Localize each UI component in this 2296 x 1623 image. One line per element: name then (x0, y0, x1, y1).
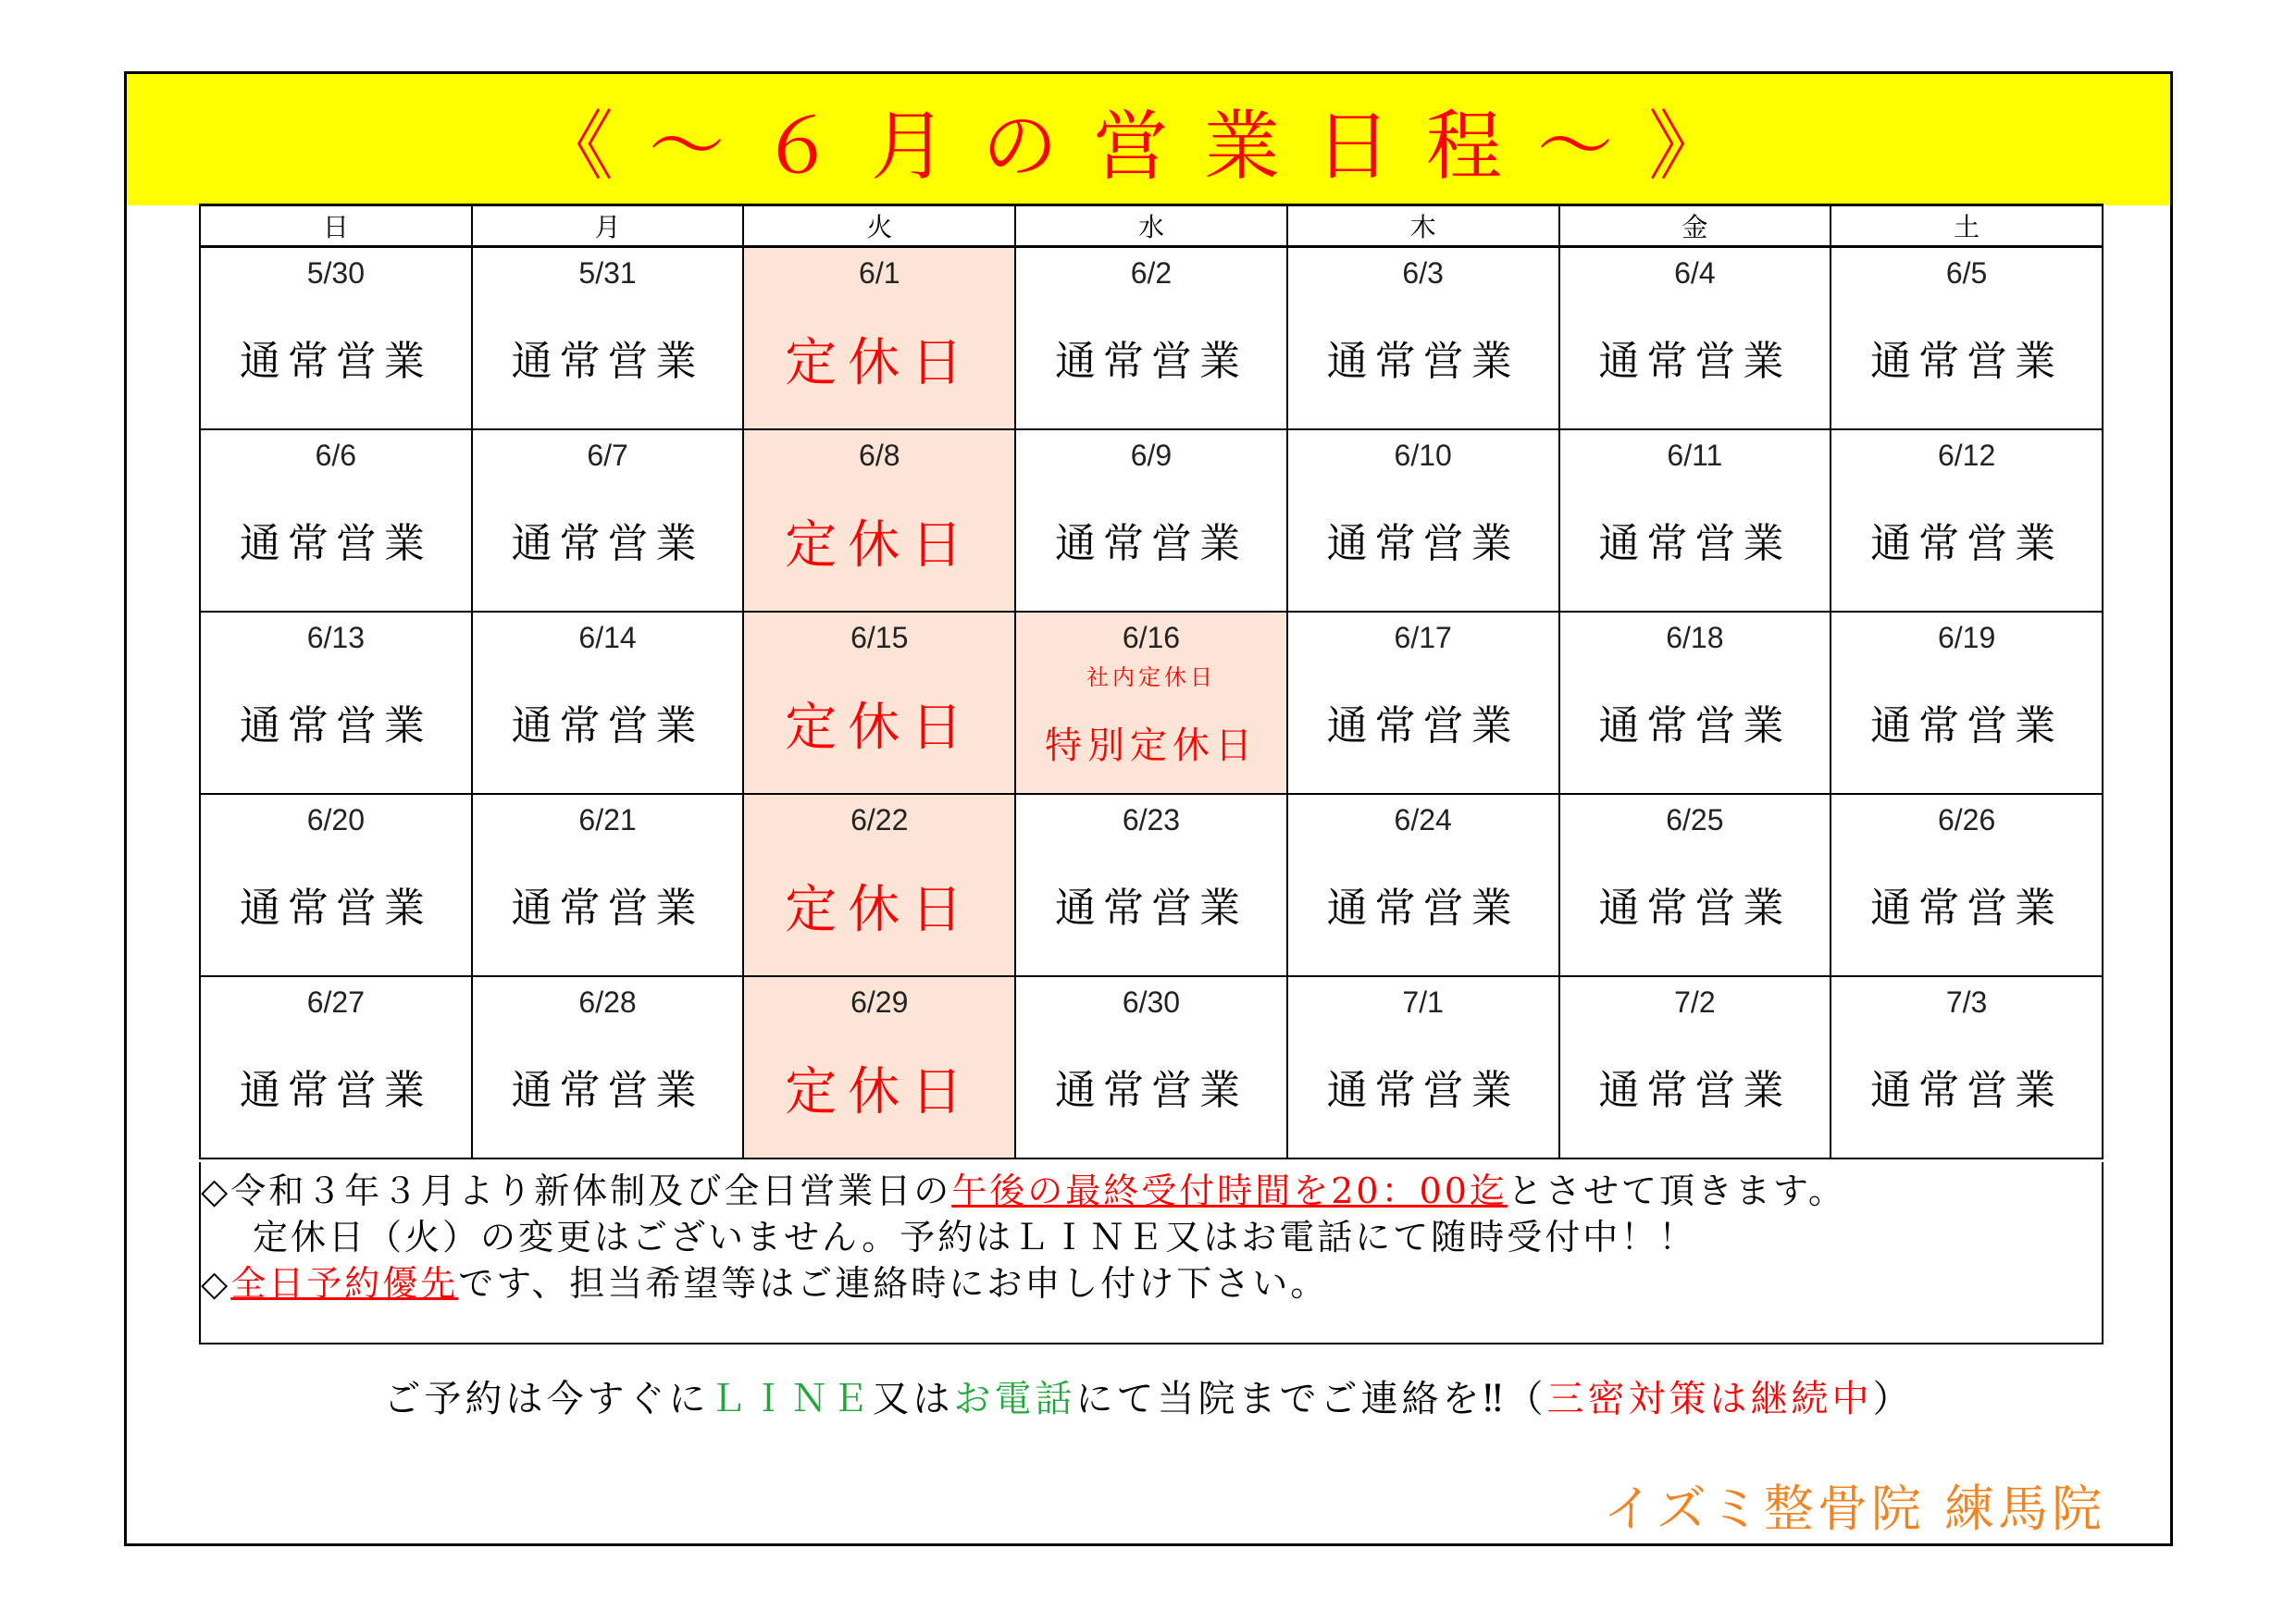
day-cell (1287, 976, 1559, 1158)
day-cell (1287, 794, 1559, 976)
holiday-cell (743, 794, 1015, 976)
note-3-highlight: 全日予約優先 (230, 1263, 459, 1304)
day-status: 通常営業 (1326, 884, 1520, 932)
day-cell (1831, 976, 2103, 1158)
day-date: 6/12 (1937, 438, 1996, 472)
day-status: 通常営業 (1326, 1066, 1520, 1114)
day-cell (472, 612, 744, 794)
day-status-holiday: 定休日 (785, 879, 974, 940)
day-cell (472, 976, 744, 1158)
holiday-cell (743, 429, 1015, 612)
day-date: 6/27 (306, 985, 365, 1019)
weekday-tue: 火 (743, 205, 1015, 247)
day-status: 通常営業 (239, 1066, 432, 1114)
special-holiday-cell (1015, 612, 1287, 794)
day-status: 通常営業 (1598, 701, 1792, 750)
contact-part-1: ご予約は今すぐに (383, 1378, 710, 1420)
day-date: 6/9 (1130, 438, 1173, 472)
note-3-suffix: です、担当希望等はご連絡時にお申し付け下さい。 (458, 1263, 1329, 1304)
day-date: 6/25 (1666, 802, 1724, 836)
weekday-header-row (200, 205, 2103, 247)
day-status: 通常営業 (239, 884, 432, 932)
day-status: 通常営業 (239, 338, 432, 385)
day-date: 6/1 (859, 256, 900, 290)
holiday-cell (743, 612, 1015, 794)
day-status: 通常営業 (1598, 884, 1792, 932)
day-status: 通常営業 (1598, 519, 1792, 567)
day-cell (200, 247, 472, 429)
day-cell (200, 794, 472, 976)
day-cell (1559, 247, 1831, 429)
calendar-week (200, 976, 2103, 1158)
day-cell (472, 794, 744, 976)
day-status: 通常営業 (1326, 519, 1520, 567)
day-cell (200, 429, 472, 612)
day-status: 通常営業 (511, 338, 704, 385)
day-date: 6/19 (1937, 620, 1996, 654)
day-cell (1287, 612, 1559, 794)
day-date: 6/20 (306, 802, 365, 836)
calendar-week (200, 429, 2103, 612)
title-banner (127, 74, 2170, 205)
day-cell (1831, 794, 2103, 976)
day-date: 6/24 (1394, 802, 1452, 836)
note-3-prefix: ◇ (201, 1263, 231, 1304)
day-date: 6/16 (1122, 620, 1181, 654)
day-cell (1287, 247, 1559, 429)
day-status-holiday: 定休日 (785, 697, 974, 758)
day-date: 6/28 (578, 985, 637, 1019)
day-status: 通常営業 (511, 884, 704, 932)
day-date: 6/11 (1667, 438, 1723, 472)
day-cell (1559, 794, 1831, 976)
calendar-week (200, 794, 2103, 976)
day-cell (1015, 429, 1287, 612)
clinic-name: イズミ整骨院 練馬院 (1603, 1480, 2105, 1538)
weekday-wed: 水 (1015, 205, 1287, 247)
day-status: 通常営業 (511, 519, 704, 567)
day-cell (1559, 612, 1831, 794)
holiday-cell (743, 247, 1015, 429)
day-date: 6/2 (1130, 256, 1173, 290)
day-date: 6/6 (315, 438, 357, 472)
note-line-3 (201, 1260, 2102, 1307)
day-date: 6/17 (1394, 620, 1452, 654)
day-date: 6/15 (850, 620, 909, 654)
day-status: 通常営業 (1870, 884, 2064, 932)
day-status: 通常営業 (1054, 1066, 1247, 1114)
calendar-table (199, 204, 2104, 1159)
day-date: 6/21 (578, 802, 637, 836)
day-cell (1831, 612, 2103, 794)
day-date: 6/10 (1394, 438, 1452, 472)
weekday-sat: 土 (1831, 205, 2103, 247)
day-cell (1831, 247, 2103, 429)
contact-part-4: ） (1872, 1378, 1914, 1420)
day-date: 6/29 (850, 985, 909, 1019)
weekday-thu: 木 (1287, 205, 1559, 247)
note-1-suffix: とさせて頂きます。 (1507, 1171, 1846, 1211)
company-holiday-note: 社内定休日 (1086, 663, 1216, 690)
day-date: 7/2 (1674, 985, 1716, 1019)
day-date: 6/8 (859, 438, 900, 472)
notes-box (199, 1162, 2104, 1344)
day-cell (1831, 429, 2103, 612)
page-title: 《～６月の営業日程～》 (537, 102, 1759, 191)
day-cell (1015, 247, 1287, 429)
day-date: 6/22 (850, 802, 909, 836)
weekday-fri: 金 (1559, 205, 1831, 247)
day-date: 7/1 (1402, 985, 1444, 1019)
day-status: 通常営業 (1054, 519, 1247, 567)
day-date: 6/4 (1674, 256, 1716, 290)
day-status: 通常営業 (1054, 338, 1247, 385)
day-date: 6/7 (587, 438, 628, 472)
day-cell (200, 612, 472, 794)
day-cell (1559, 429, 1831, 612)
day-status: 通常営業 (1870, 1066, 2064, 1114)
weekday-sun: 日 (200, 205, 472, 247)
day-cell (1015, 976, 1287, 1158)
day-status: 通常営業 (1598, 1066, 1792, 1114)
day-date: 6/18 (1666, 620, 1724, 654)
day-cell (472, 429, 744, 612)
day-date: 5/30 (306, 256, 365, 290)
day-status: 通常営業 (511, 701, 704, 750)
contact-part-2: 又は (872, 1378, 954, 1420)
day-date: 6/26 (1937, 802, 1996, 836)
contact-phone: お電話 (953, 1378, 1076, 1420)
contact-part-3: にて当院までご連絡を‼（ (1075, 1378, 1547, 1420)
day-status: 通常営業 (1870, 519, 2064, 567)
day-status: 通常営業 (1870, 338, 2064, 385)
note-line-2: 定休日（火）の変更はございません。予約はＬＩＮＥ又はお電話にて随時受付中！！ (253, 1217, 1697, 1258)
day-date: 7/3 (1945, 985, 1988, 1019)
day-status: 通常営業 (1326, 338, 1520, 385)
note-1-prefix: ◇令和３年３月より新体制及び全日営業日の (201, 1171, 952, 1211)
day-status-holiday: 定休日 (785, 1061, 974, 1122)
day-status-holiday: 定休日 (785, 514, 974, 576)
schedule-frame (124, 71, 2173, 1546)
holiday-cell (743, 976, 1015, 1158)
day-date: 6/14 (578, 620, 637, 654)
day-status: 通常営業 (239, 701, 432, 750)
day-date: 6/30 (1122, 985, 1181, 1019)
note-line-1 (201, 1168, 2102, 1214)
day-status: 通常営業 (1598, 338, 1792, 385)
day-date: 6/5 (1945, 256, 1988, 290)
day-cell (1559, 976, 1831, 1158)
day-status: 通常営業 (239, 519, 432, 567)
contact-sanmitsu: 三密対策は継続中 (1546, 1378, 1873, 1420)
day-date: 6/23 (1122, 802, 1181, 836)
contact-message (127, 1369, 2170, 1422)
day-status-special: 特別定休日 (1044, 724, 1258, 767)
note-1-highlight: 午後の最終受付時間を20：00迄 (951, 1171, 1508, 1211)
day-cell (1015, 794, 1287, 976)
day-date: 6/13 (306, 620, 365, 654)
day-status: 通常営業 (1326, 701, 1520, 750)
day-date: 6/3 (1402, 256, 1444, 290)
day-status: 通常営業 (1054, 884, 1247, 932)
day-cell (200, 976, 472, 1158)
day-cell (1287, 429, 1559, 612)
day-status: 通常営業 (511, 1066, 704, 1114)
day-cell (472, 247, 744, 429)
day-status: 通常営業 (1870, 701, 2064, 750)
weekday-mon: 月 (472, 205, 744, 247)
day-status-holiday: 定休日 (785, 333, 974, 393)
day-date: 5/31 (578, 256, 637, 290)
calendar-week (200, 612, 2103, 794)
calendar-week (200, 247, 2103, 429)
contact-line: ＬＩＮＥ (709, 1378, 873, 1420)
